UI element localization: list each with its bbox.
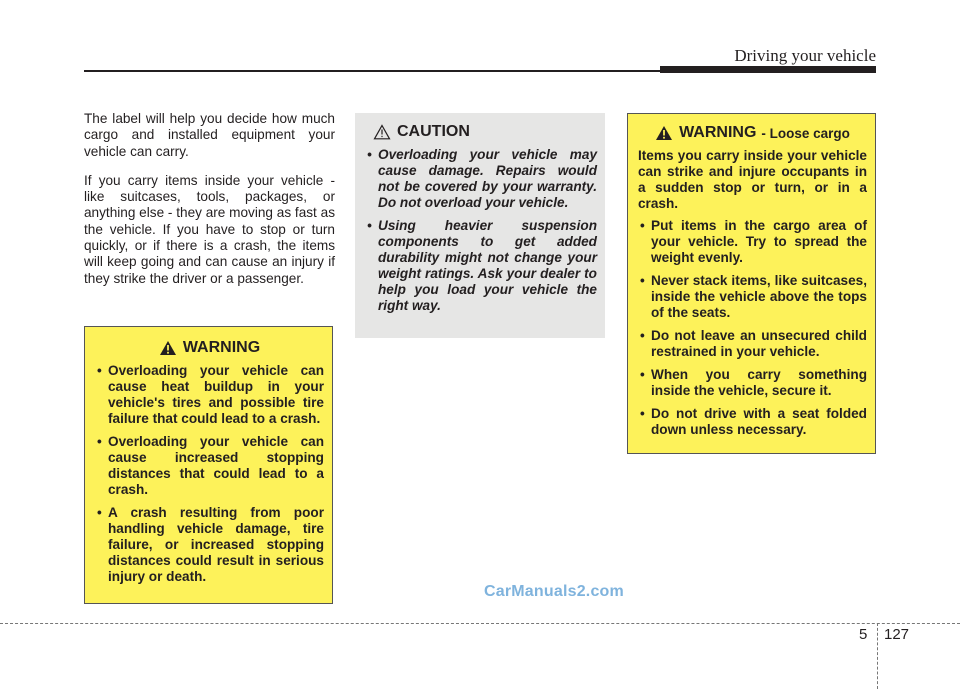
- body-paragraph: The label will help you decide how much cargo and installed equipment your vehicle can carry.: [84, 111, 335, 159]
- footer-divider: [877, 623, 878, 689]
- warning-subtitle: - Loose cargo: [761, 125, 850, 141]
- page-number: 127: [884, 626, 910, 643]
- caution-triangle-icon: [373, 124, 391, 140]
- list-item: • Overloading your vehicle can cause increased stopping distances that could lead to a crash.: [95, 434, 324, 498]
- warning-intro: Items you carry inside your vehicle can strike and injure occupants in a sudden stop or turn, or in a crash.: [638, 148, 867, 211]
- caution-title-text: CAUTION: [397, 123, 470, 140]
- header-rule: [84, 70, 660, 72]
- list-item: • Overloading your vehicle may cause damage. Repairs would not be covered by your warranty. Do not overload your vehicle.: [365, 147, 597, 211]
- warning-triangle-icon: [159, 340, 177, 356]
- body-paragraph: If you carry items inside your vehicle - like suitcases, tools, packages, or anything else - they are moving as fast as the vehicle. If you have to stop or turn quickly, or if there is a crash, the items will keep going and can cause an injury if they strike the driver or a passenger.: [84, 172, 335, 286]
- list-item: • Do not leave an unsecured child restrained in your vehicle.: [638, 328, 867, 360]
- warning-title-text: WARNING: [182, 339, 261, 356]
- list-item: • Do not drive with a seat folded down unless necessary.: [638, 406, 867, 438]
- list-item: • Using heavier suspension components to get added durability might not change your weight ratings. Ask your dealer to help you load your vehicle the right way.: [365, 218, 597, 314]
- caution-box: [355, 113, 605, 338]
- section-header-title: Driving your vehicle: [734, 46, 876, 65]
- warning-box-loose-cargo: [627, 113, 876, 454]
- footer-rule: [0, 623, 960, 624]
- body-text: [84, 111, 335, 300]
- header-bar: [660, 66, 876, 73]
- list-item: • Put items in the cargo area of your vehicle. Try to spread the weight evenly.: [638, 218, 867, 266]
- caution-list: [365, 147, 597, 314]
- list-item: • Overloading your vehicle can cause heat buildup in your vehicle's tires and possible tire failure that could lead to a crash.: [95, 363, 324, 427]
- warning-title: [95, 339, 324, 357]
- caution-title: [373, 123, 597, 141]
- watermark-link[interactable]: CarManuals2.com: [484, 583, 624, 600]
- list-item: • A crash resulting from poor handling vehicle damage, tire failure, or increased stopping distances could result in serious injury or death.: [95, 505, 324, 585]
- warning-triangle-icon: [655, 125, 673, 141]
- section-number: 5: [859, 626, 868, 643]
- list-item: • Never stack items, like suitcases, inside the vehicle above the tops of the seats.: [638, 273, 867, 321]
- warning-list: [638, 218, 867, 438]
- warning-list: [95, 363, 324, 585]
- list-item: • When you carry something inside the vehicle, secure it.: [638, 367, 867, 399]
- warning-box-overloading: [84, 326, 333, 604]
- warning-title-text: WARNING: [679, 124, 757, 141]
- warning-title: [638, 124, 867, 142]
